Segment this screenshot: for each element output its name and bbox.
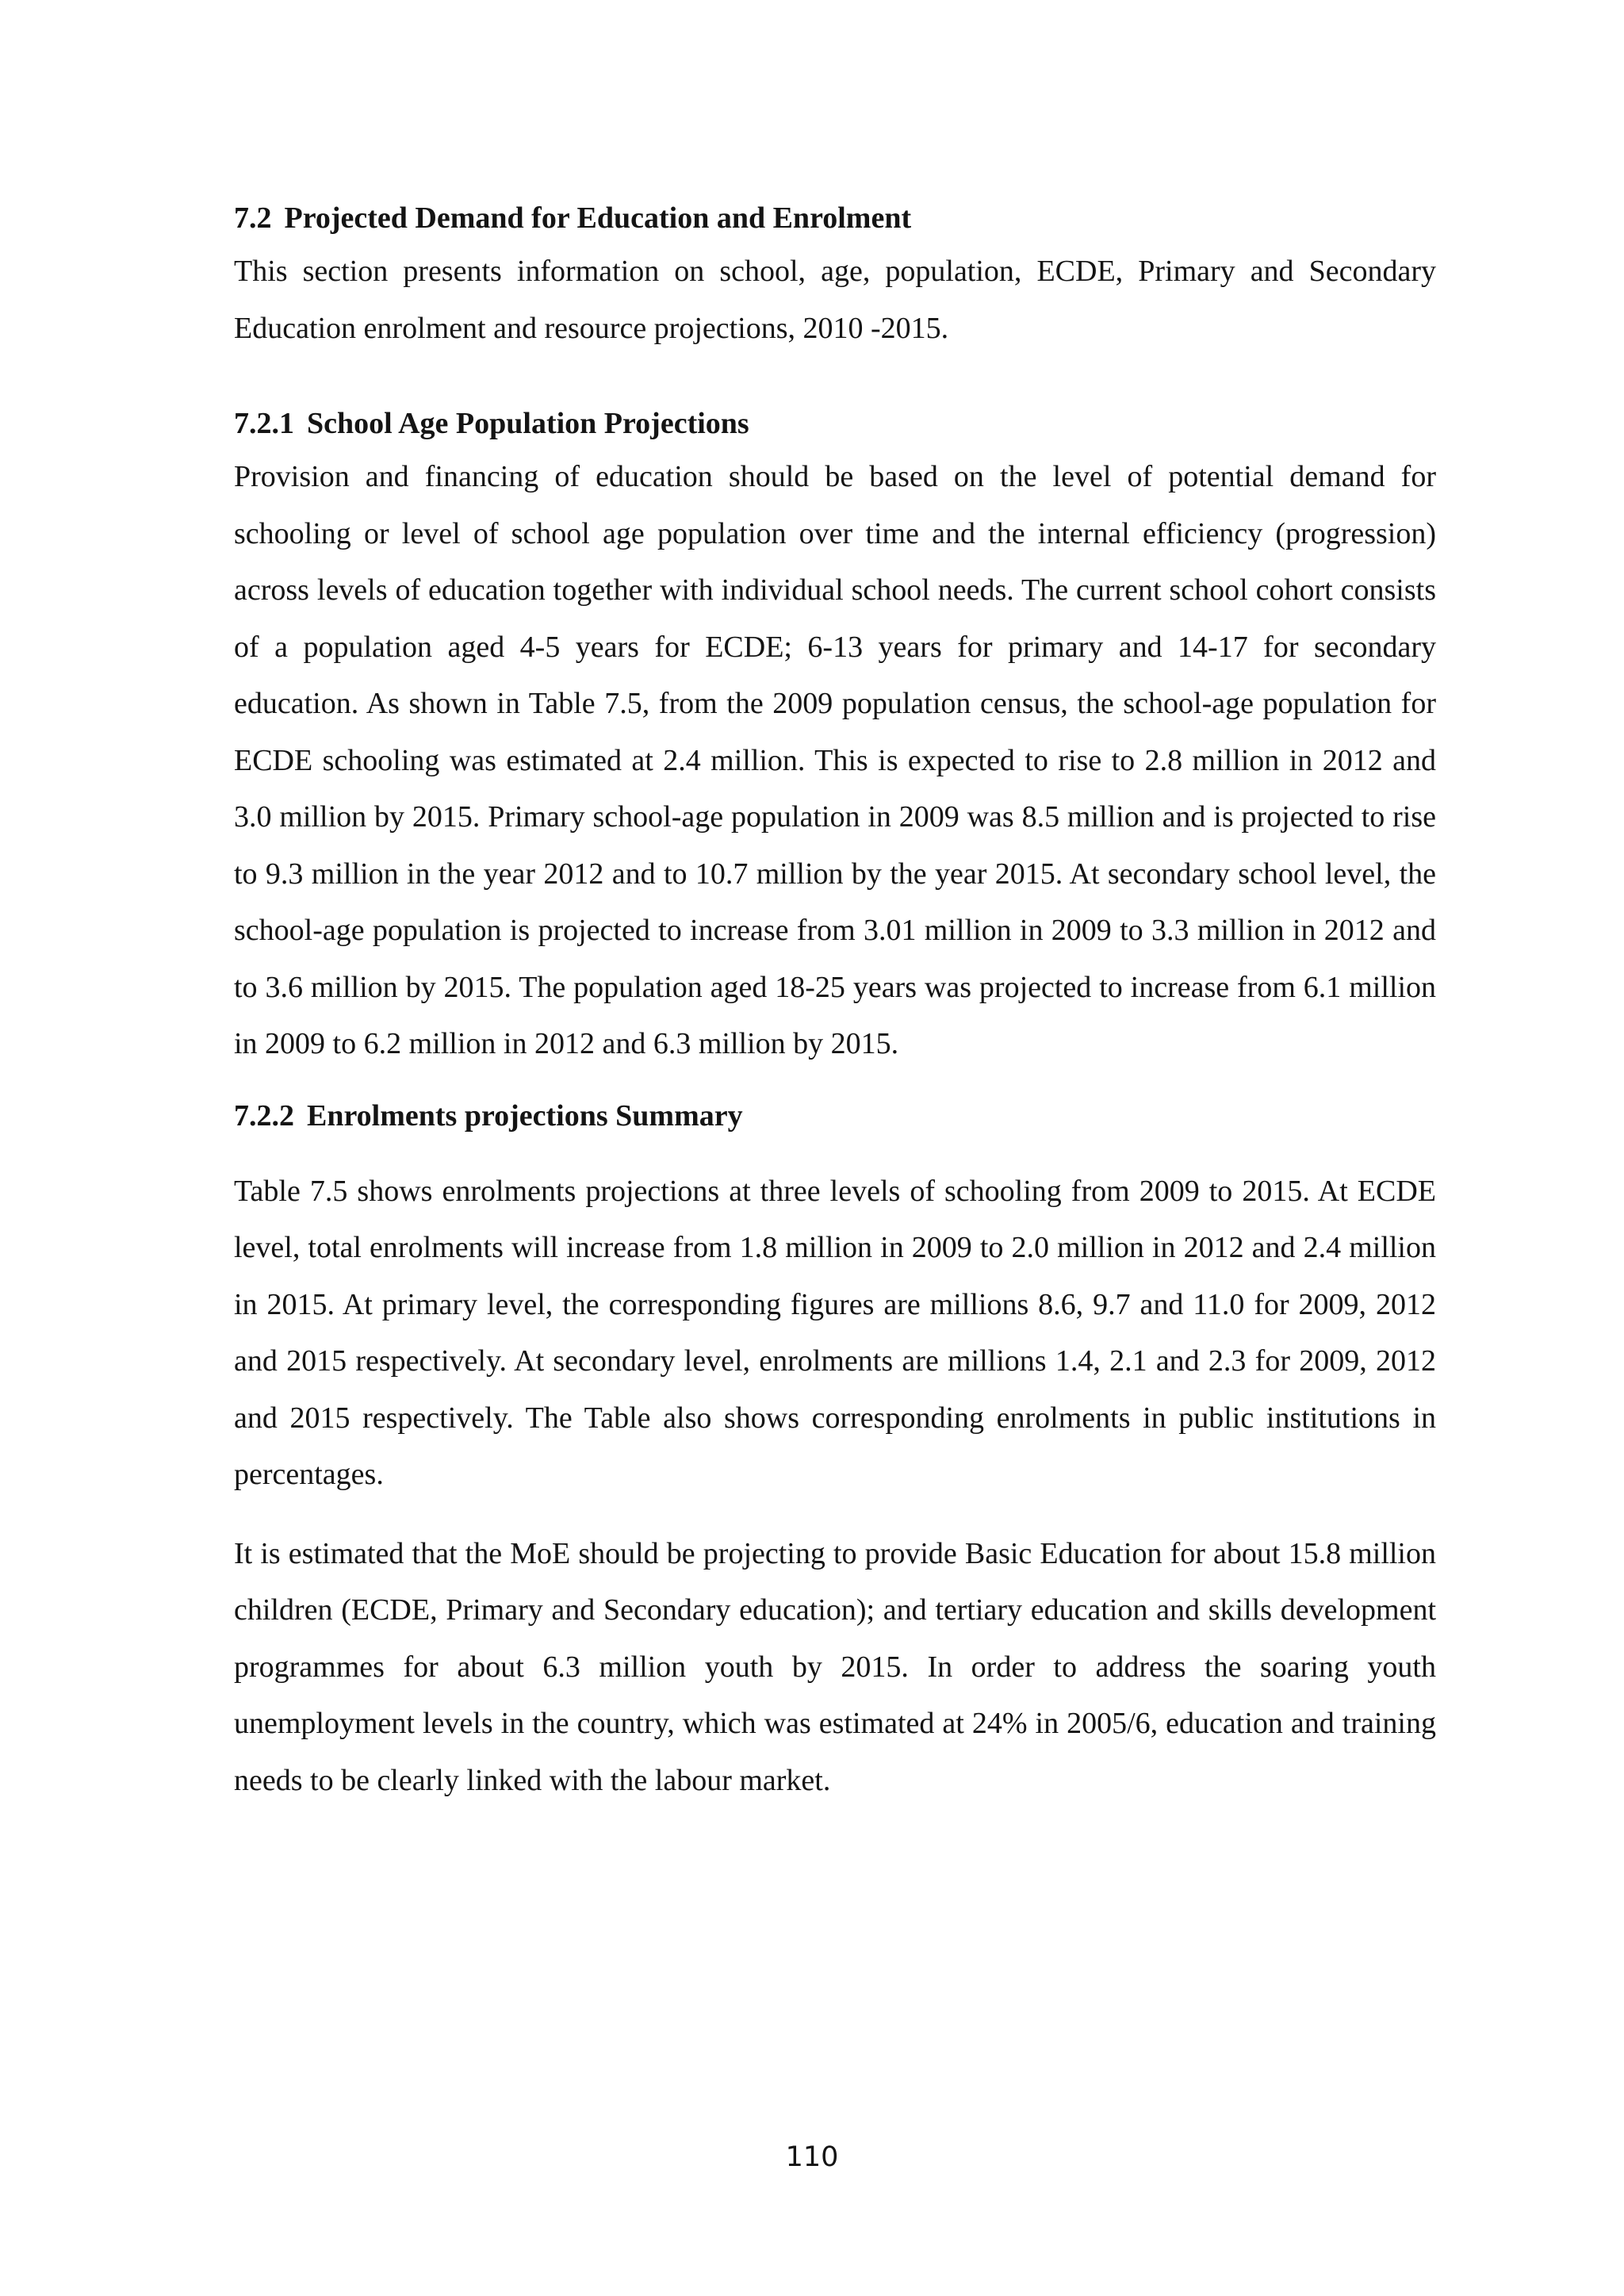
section-heading-7-2-2 <box>234 1091 1436 1141</box>
section-heading-7-2-1 <box>234 398 1436 449</box>
section-number: 7.2.2 <box>234 1098 294 1133</box>
section-7-2-2-paragraph-1: Table 7.5 shows enrolments projections at three levels of schooling from 2009 to 2015. At ECDE level, total enrolments will increase from 1.8 million in 2009 to 2.0 million in 2012 and 2.4 million in 2015. At primary level, the corresponding figures are millions 8.6, 9.7 and 11.0 for 2009, 2012 and 2015 respectively. At secondary level, enrolments are millions 1.4, 2.1 and 2.3 for 2009, 2012 and 2015 respectively. The Table also shows corresponding enrolments in public institutions in percentages. <box>234 1174 1436 1491</box>
section-7-2-paragraph: This section presents information on school, age, population, ECDE, Primary and Secondary Education enrolment and resource projections, 2010 -2015. <box>234 255 1436 345</box>
section-number: 7.2.1 <box>234 407 294 440</box>
page-content <box>234 193 1436 1809</box>
section-7-2-2-paragraph-2: It is estimated that the MoE should be projecting to provide Basic Education for about 15.8 million children (ECDE, Primary and Secondary education); and tertiary education and skills development programmes for about 6.3 million youth by 2015. In order to address the soaring youth unemployment levels in the country, which was estimated at 24% in 2005/6, education and training needs to be clearly linked with the labour market. <box>234 1536 1436 1797</box>
section-number: 7.2 <box>234 201 272 235</box>
section-7-2-1-paragraph: Provision and financing of education should be based on the level of potential demand for schooling or level of school age population over time and the internal efficiency (progression) across levels of education together with individual school needs. The current school cohort consists of a population aged 4-5 years for ECDE; 6-13 years for primary and 14-17 for secondary education. As shown in Table 7.5, from the 2009 population census, the school-age population for ECDE schooling was estimated at 2.4 million. This is expected to rise to 2.8 million in 2012 and 3.0 million by 2015. Primary school-age population in 2009 was 8.5 million and is projected to rise to 9.3 million in the year 2012 and to 10.7 million by the year 2015. At secondary school level, the school-age population is projected to increase from 3.01 million in 2009 to 3.3 million in 2012 and to 3.6 million by 2015. The population aged 18-25 years was projected to increase from 6.1 million in 2009 to 6.2 million in 2012 and 6.3 million by 2015. <box>234 460 1436 1060</box>
section-title: School Age Population Projections <box>307 407 749 440</box>
section-title: Enrolments projections Summary <box>307 1098 743 1133</box>
page-number: 110 <box>785 2141 839 2173</box>
section-title: Projected Demand for Education and Enrolment <box>284 201 912 235</box>
section-heading-7-2 <box>234 193 1436 243</box>
